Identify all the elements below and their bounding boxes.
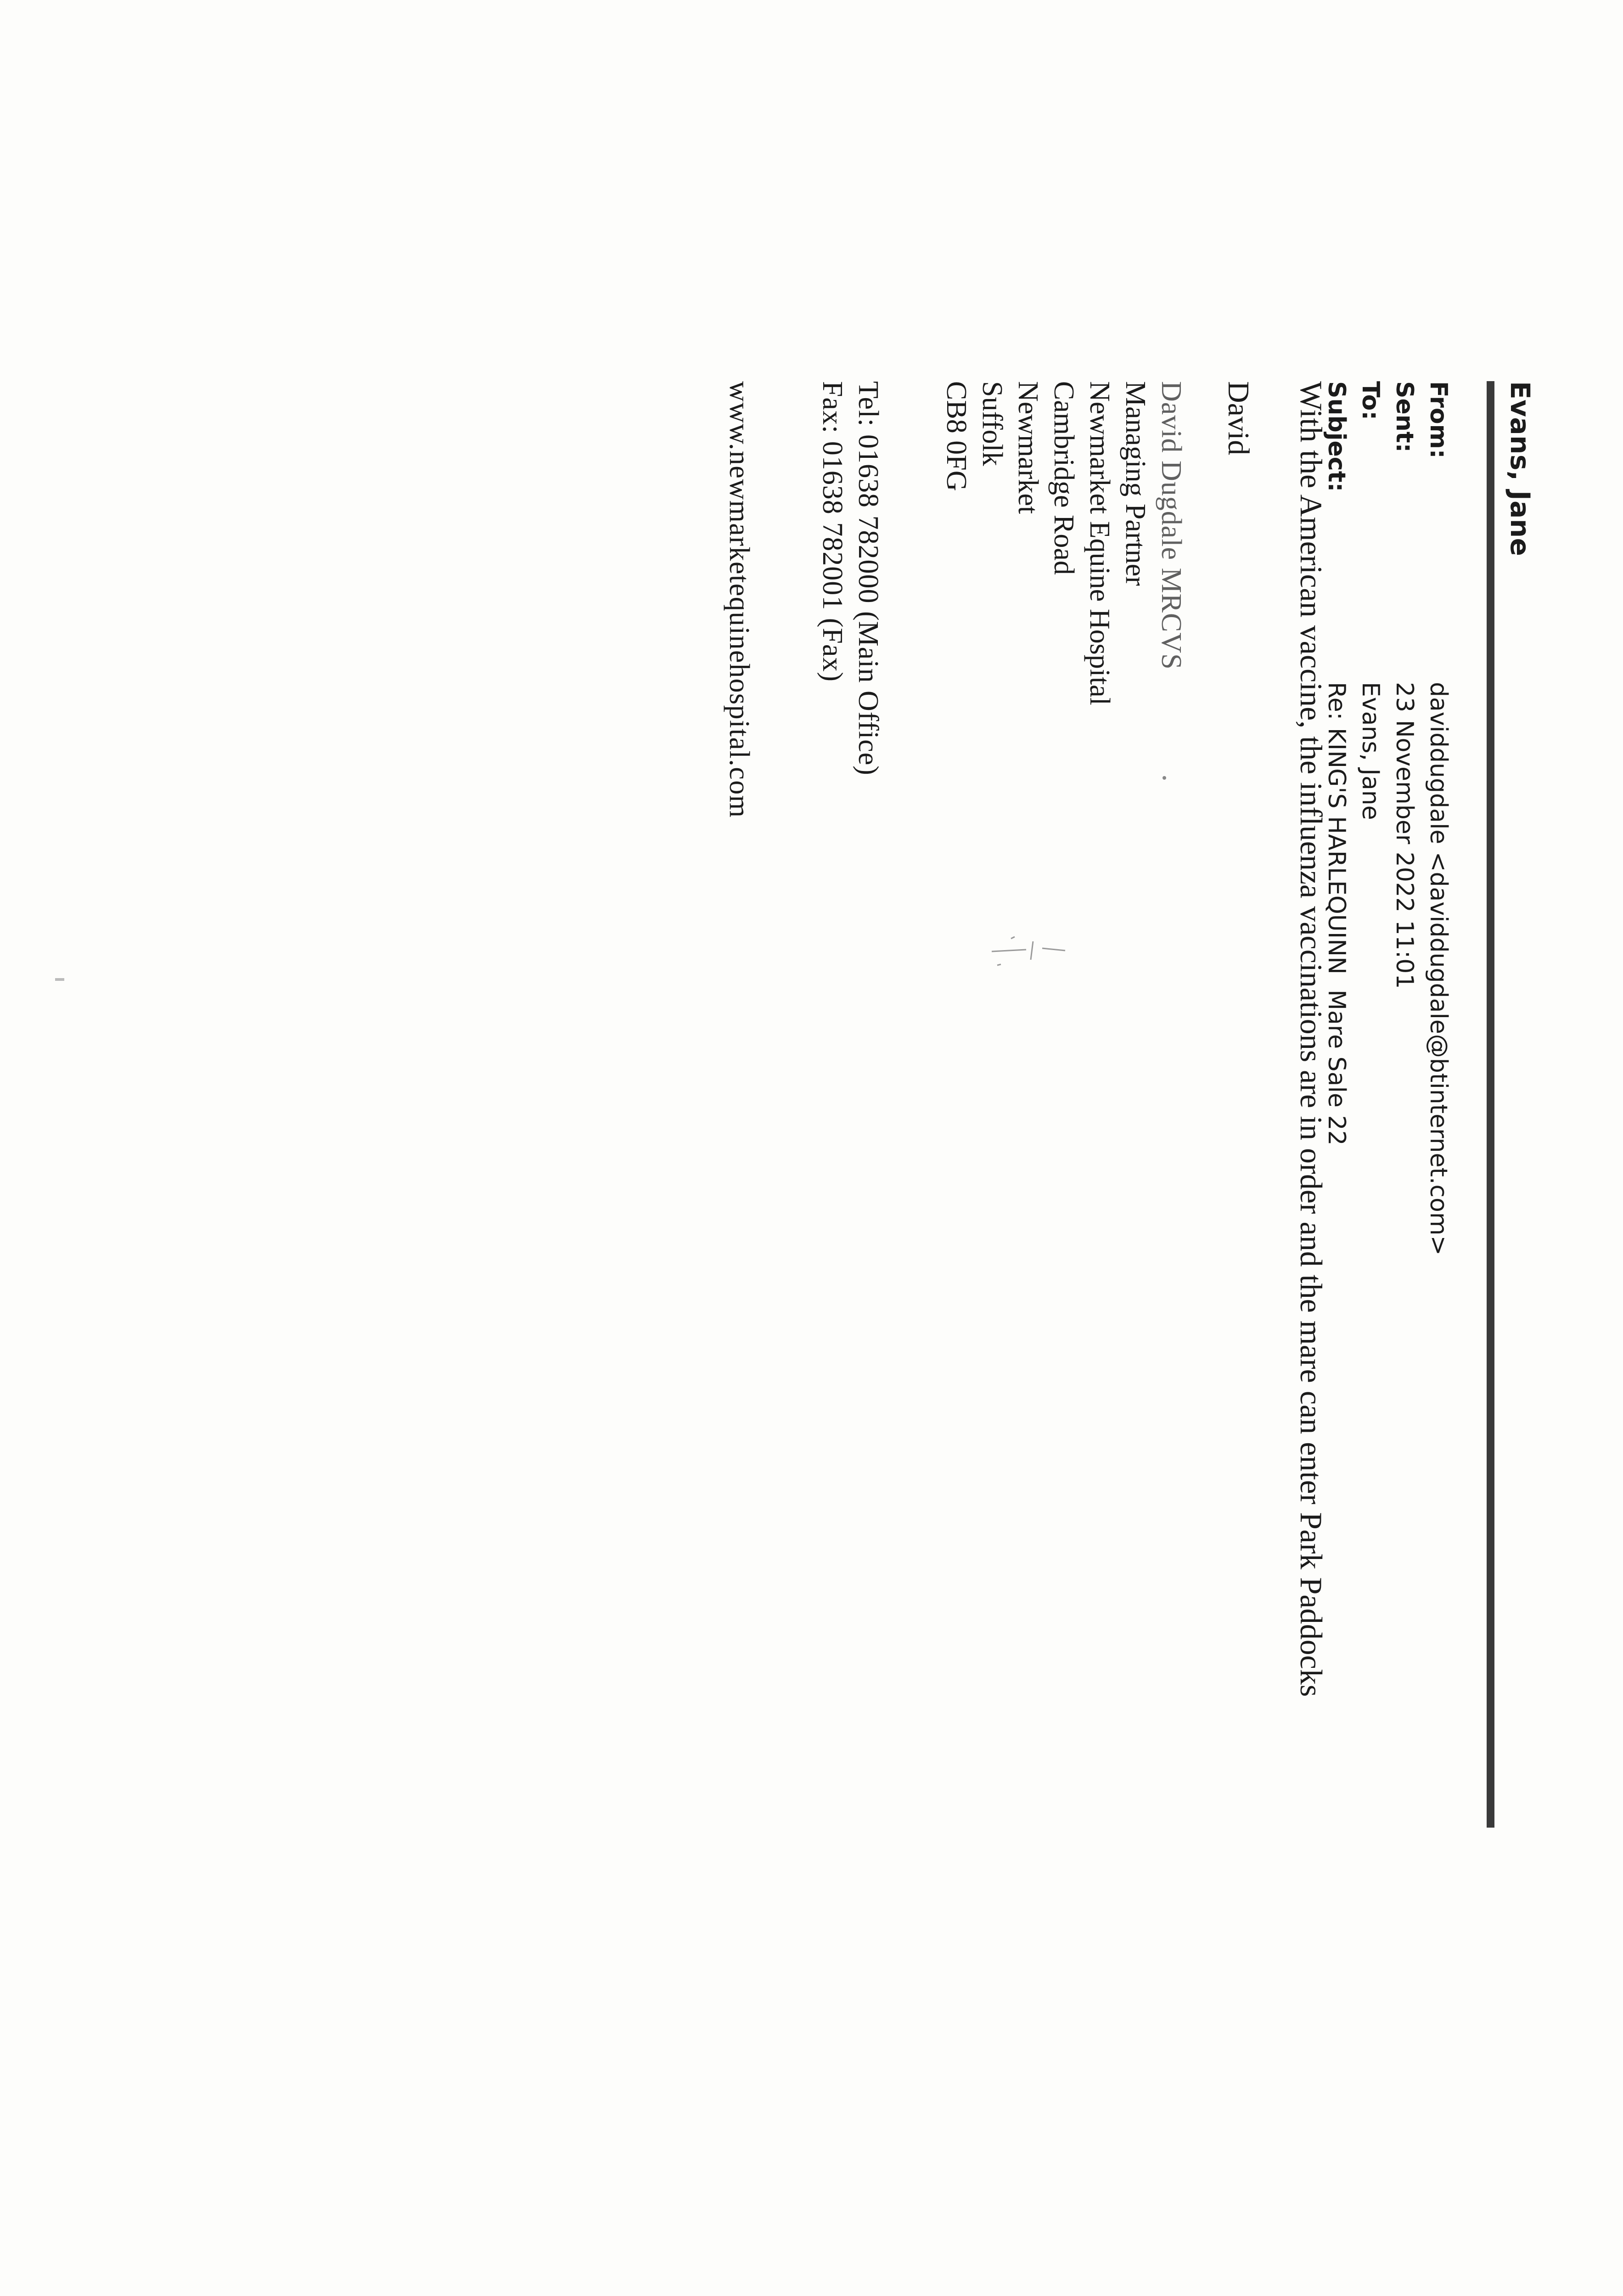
address-line-postcode: CB8 0FG	[941, 381, 972, 491]
header-rule	[1487, 381, 1494, 1828]
scan-smudge-mark	[983, 923, 1070, 978]
signature-block	[938, 381, 1189, 705]
signature-title: Managing Partner	[1120, 381, 1151, 586]
subject-value: Re: KING'S HARLEQUINN Mare Sale 22	[1323, 682, 1350, 1146]
sender-heading: Evans, Jane	[1505, 381, 1536, 557]
contact-block	[814, 381, 886, 776]
to-value: Evans, Jane	[1357, 682, 1384, 820]
header-row-to	[1353, 381, 1387, 1255]
address-line-town: Newmarket	[1012, 381, 1044, 514]
telephone-line: Tel: 01638 782000 (Main Office)	[853, 381, 884, 776]
address-line-county: Suffolk	[977, 381, 1008, 466]
sent-value: 23 November 2022 11:01	[1391, 682, 1418, 989]
sent-label: Sent:	[1391, 381, 1418, 453]
website-link[interactable]: www.newmarketequinehospital.com	[724, 381, 755, 818]
address-line-road: Cambridge Road	[1048, 381, 1079, 575]
subject-label: Subject:	[1323, 381, 1350, 492]
sign-off: David	[1222, 381, 1255, 456]
email-printout	[487, 381, 1543, 1942]
scan-dash-mark	[55, 978, 64, 981]
header-row-sent	[1387, 381, 1421, 1255]
scan-dot-mark	[1162, 776, 1166, 780]
to-label: To:	[1357, 381, 1384, 421]
header-row-from	[1421, 381, 1455, 1255]
address-line-hospital: Newmarket Equine Hospital	[1084, 381, 1115, 705]
signature-name: David Dugdale MRCVS	[1156, 381, 1187, 670]
email-headers	[1320, 381, 1455, 1255]
email-body: With the American vaccine, the influenza vaccinations are in order and the mare can enter Park Paddocks	[1294, 381, 1329, 1697]
from-label: From:	[1425, 381, 1452, 459]
fax-line: Fax: 01638 782001 (Fax)	[817, 381, 848, 682]
from-value: daviddugdale <daviddugdale@btinternet.com>	[1425, 682, 1452, 1256]
